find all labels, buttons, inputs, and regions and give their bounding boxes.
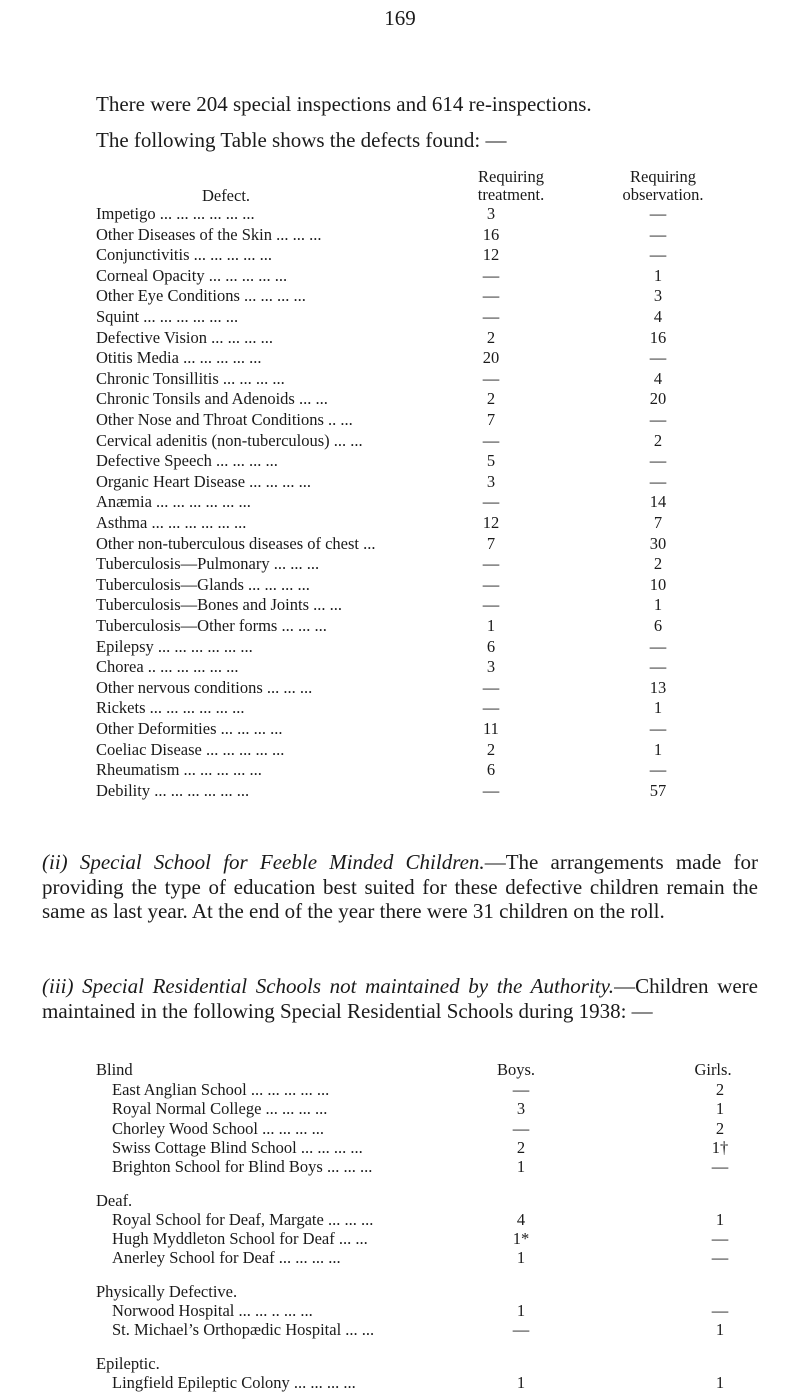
treatment-count: —: [482, 286, 500, 306]
treatment-count: —: [482, 677, 500, 697]
school-name: Anerley School for Deaf ... ... ... ...: [112, 1248, 341, 1268]
school-name: St. Michael’s Orthopædic Hospital ... ...: [112, 1320, 375, 1340]
treatment-count: 12: [482, 513, 500, 532]
table-row: [96, 266, 746, 285]
boys-count: 4: [516, 1209, 526, 1229]
defect-label: Tuberculosis—Bones and Joints ... ...: [96, 595, 342, 615]
defect-label: Other non-tuberculous diseases of chest ...: [96, 533, 376, 553]
treatment-count: 5: [486, 451, 496, 471]
defect-label: Tuberculosis—Other forms ... ... ...: [96, 616, 327, 635]
treatment-count: —: [482, 574, 500, 594]
girls-count: 1: [715, 1372, 725, 1392]
observation-count: 1: [653, 698, 663, 718]
defect-label: Anæmia ... ... ... ... ... ...: [96, 492, 251, 512]
school-row: [96, 1080, 746, 1099]
school-row: [96, 1301, 746, 1320]
boys-count: 1: [516, 1301, 526, 1320]
boys-count: 1: [516, 1157, 526, 1177]
observation-count: —: [649, 471, 667, 491]
observation-count: —: [649, 245, 667, 265]
defect-label: Other Deformities ... ... ... ...: [96, 719, 283, 738]
observation-count: 1: [653, 739, 663, 759]
defect-label: Organic Heart Disease ... ... ... ...: [96, 471, 312, 491]
table-row: [96, 719, 746, 738]
treatment-count: —: [482, 430, 500, 450]
school-row: [96, 1138, 746, 1157]
table-row: [96, 348, 746, 367]
treatment-count: 2: [486, 389, 496, 409]
observation-count: 1: [653, 265, 663, 285]
school-name: Swiss Cottage Blind School ... ... ... ...: [112, 1137, 363, 1157]
girls-count: 1: [715, 1209, 725, 1229]
table-row: [96, 616, 746, 635]
treatment-count: 7: [486, 533, 496, 553]
table-row: [96, 369, 746, 388]
defect-label: Conjunctivitis ... ... ... ... ...: [96, 245, 273, 265]
observation-count: —: [649, 636, 667, 656]
observation-count: 20: [649, 389, 667, 409]
school-row: [96, 1229, 746, 1248]
observation-count: —: [649, 410, 667, 429]
school-row: [96, 1210, 746, 1229]
school-name: Hugh Myddleton School for Deaf ... ...: [112, 1229, 368, 1249]
defect-label: Impetigo ... ... ... ... ... ...: [96, 204, 255, 223]
table-row: [96, 698, 746, 717]
defect-label: Defective Speech ... ... ... ...: [96, 451, 278, 471]
defect-label: Chorea .. ... ... ... ... ...: [96, 657, 239, 677]
treatment-count: 6: [486, 636, 496, 656]
section-ii-paragraph: [42, 850, 758, 924]
school-group-title: Blind: [96, 1060, 133, 1079]
observation-count: —: [649, 451, 667, 471]
section-ii-heading: (ii) Special School for Feeble Minded Children.: [42, 850, 485, 874]
treatment-count: —: [482, 368, 500, 388]
table-row: [96, 678, 746, 697]
girls-count: —: [711, 1248, 729, 1268]
table-row: [96, 637, 746, 656]
boys-count: 2: [516, 1137, 526, 1157]
defect-label: Coeliac Disease ... ... ... ... ...: [96, 739, 285, 759]
observation-count: 16: [649, 327, 667, 347]
school-group-title: Physically Defective.: [96, 1281, 238, 1301]
observation-count: 1: [653, 595, 663, 615]
girls-count: 1: [715, 1099, 725, 1119]
observation-count: —: [649, 224, 667, 244]
defect-label: Other nervous conditions ... ... ...: [96, 677, 313, 697]
treatment-count: 3: [486, 204, 496, 223]
defect-label: Epilepsy ... ... ... ... ... ...: [96, 636, 253, 656]
observation-count: —: [649, 204, 667, 223]
school-name: Lingfield Epileptic Colony ... ... ... ...: [112, 1372, 356, 1392]
school-name: Royal Normal College ... ... ... ...: [112, 1099, 328, 1119]
treatment-count: 12: [482, 245, 500, 265]
treatment-count: —: [482, 492, 500, 512]
observation-count: 13: [649, 677, 667, 697]
treatment-count: —: [482, 554, 500, 574]
school-group-title: Epileptic.: [96, 1353, 160, 1373]
school-row: [96, 1157, 746, 1176]
observation-count: 57: [649, 780, 667, 800]
boys-count: 1: [516, 1372, 526, 1392]
school-name: East Anglian School ... ... ... ... ...: [112, 1080, 330, 1099]
defect-label: Asthma ... ... ... ... ... ...: [96, 513, 247, 532]
table-row: [96, 204, 746, 223]
table-row: [96, 575, 746, 594]
school-group-title: Deaf.: [96, 1190, 133, 1210]
school-row: [96, 1320, 746, 1339]
defect-label: Other Diseases of the Skin ... ... ...: [96, 224, 322, 244]
col-treatment-header-2: treatment.: [477, 185, 545, 204]
defect-label: Other Eye Conditions ... ... ... ...: [96, 286, 306, 306]
school-row: [96, 1248, 746, 1267]
girls-count: 1†: [711, 1137, 729, 1157]
treatment-count: 3: [486, 471, 496, 491]
col-treatment-header-1: Requiring: [478, 167, 544, 186]
observation-count: 7: [653, 513, 663, 532]
girls-count: 2: [715, 1080, 725, 1099]
girls-count: —: [711, 1157, 729, 1177]
table-row: [96, 657, 746, 676]
school-row: [96, 1119, 746, 1138]
table-row: [96, 410, 746, 429]
defect-label: Chronic Tonsils and Adenoids ... ...: [96, 389, 328, 409]
table-row: [96, 534, 746, 553]
observation-count: 10: [649, 574, 667, 594]
treatment-count: 2: [486, 739, 496, 759]
table-row: [96, 595, 746, 614]
boys-count: 3: [516, 1099, 526, 1119]
treatment-count: 3: [486, 657, 496, 677]
observation-count: 14: [649, 492, 667, 512]
col-girls-header: Girls.: [694, 1060, 732, 1079]
observation-count: —: [649, 760, 667, 780]
boys-count: 1*: [512, 1229, 530, 1249]
boys-count: —: [512, 1118, 530, 1138]
defect-label: Otitis Media ... ... ... ... ...: [96, 348, 262, 368]
defect-label: Defective Vision ... ... ... ...: [96, 327, 273, 347]
observation-count: 30: [649, 533, 667, 553]
defect-label: Debility ... ... ... ... ... ...: [96, 780, 250, 800]
boys-count: —: [512, 1320, 530, 1340]
col-boys-header: Boys.: [496, 1060, 536, 1079]
section-iii-body: —Children were maintained in the following Special Residential Schools during 1938: —: [42, 974, 758, 1023]
treatment-count: 11: [483, 719, 499, 738]
observation-count: 3: [653, 286, 663, 306]
intro-inspections: There were 204 special inspections and 614 re-inspections.: [96, 92, 592, 116]
treatment-count: 16: [482, 224, 500, 244]
page-number: 169: [384, 6, 416, 30]
table-row: [96, 781, 746, 800]
treatment-count: —: [482, 265, 500, 285]
defect-label: Tuberculosis—Pulmonary ... ... ...: [96, 554, 320, 574]
observation-count: —: [649, 348, 667, 368]
col-defect-header: Defect.: [201, 186, 251, 205]
boys-count: —: [512, 1080, 530, 1099]
table-row: [96, 245, 746, 264]
treatment-count: 1: [486, 616, 496, 635]
table-row: [96, 492, 746, 511]
table-row: [96, 431, 746, 450]
section-ii-body: —The arrangements made for providing the type of education best suited for these defective children remain the same as last year. At the end of the year there were 31 children on the roll.: [42, 850, 758, 923]
school-row: [96, 1099, 746, 1118]
table-row: [96, 760, 746, 779]
section-iii-paragraph: [42, 974, 758, 1023]
boys-count: 1: [516, 1248, 526, 1268]
observation-count: 4: [653, 368, 663, 388]
table-row: [96, 554, 746, 573]
defect-label: Other Nose and Throat Conditions .. ...: [96, 410, 353, 429]
observation-count: 6: [653, 616, 663, 635]
treatment-count: 6: [486, 760, 496, 780]
defect-label: Tuberculosis—Glands ... ... ... ...: [96, 574, 310, 594]
defect-label: Corneal Opacity ... ... ... ... ...: [96, 265, 288, 285]
treatment-count: 2: [486, 327, 496, 347]
table-row: [96, 740, 746, 759]
table-row: [96, 389, 746, 408]
table-row: [96, 225, 746, 244]
school-name: Chorley Wood School ... ... ... ...: [112, 1118, 324, 1138]
observation-count: 2: [653, 554, 663, 574]
treatment-count: —: [482, 307, 500, 326]
defect-label: Rickets ... ... ... ... ... ...: [96, 698, 245, 718]
defect-label: Rheumatism ... ... ... ... ...: [96, 760, 262, 780]
girls-count: 2: [715, 1118, 725, 1138]
observation-count: —: [649, 719, 667, 738]
col-observation-header-2: observation.: [622, 185, 704, 204]
table-row: [96, 307, 746, 326]
defect-label: Cervical adenitis (non-tuberculous) ... ...: [96, 430, 363, 450]
col-observation-header-1: Requiring: [630, 167, 696, 186]
intro-table-lead: The following Table shows the defects found: —: [96, 128, 507, 152]
defect-label: Squint ... ... ... ... ... ...: [96, 307, 239, 326]
treatment-count: —: [482, 698, 500, 718]
school-name: Royal School for Deaf, Margate ... ... ...: [112, 1209, 374, 1229]
girls-count: —: [711, 1301, 729, 1320]
treatment-count: —: [482, 780, 500, 800]
table-row: [96, 286, 746, 305]
observation-count: 2: [653, 430, 663, 450]
table-row: [96, 513, 746, 532]
defect-label: Chronic Tonsillitis ... ... ... ...: [96, 368, 285, 388]
observation-count: 4: [653, 307, 663, 326]
treatment-count: 20: [482, 348, 500, 368]
section-iii-heading: (iii) Special Residential Schools not maintained by the Authority.: [42, 974, 615, 998]
treatment-count: 7: [486, 410, 496, 429]
table-row: [96, 472, 746, 491]
girls-count: —: [711, 1229, 729, 1249]
observation-count: —: [649, 657, 667, 677]
school-name: Brighton School for Blind Boys ... ... ...: [112, 1157, 373, 1177]
girls-count: 1: [715, 1320, 725, 1340]
treatment-count: —: [482, 595, 500, 615]
school-row: [96, 1373, 746, 1392]
table-row: [96, 451, 746, 470]
school-name: Norwood Hospital ... ... .. ... ...: [112, 1301, 313, 1320]
table-row: [96, 328, 746, 347]
